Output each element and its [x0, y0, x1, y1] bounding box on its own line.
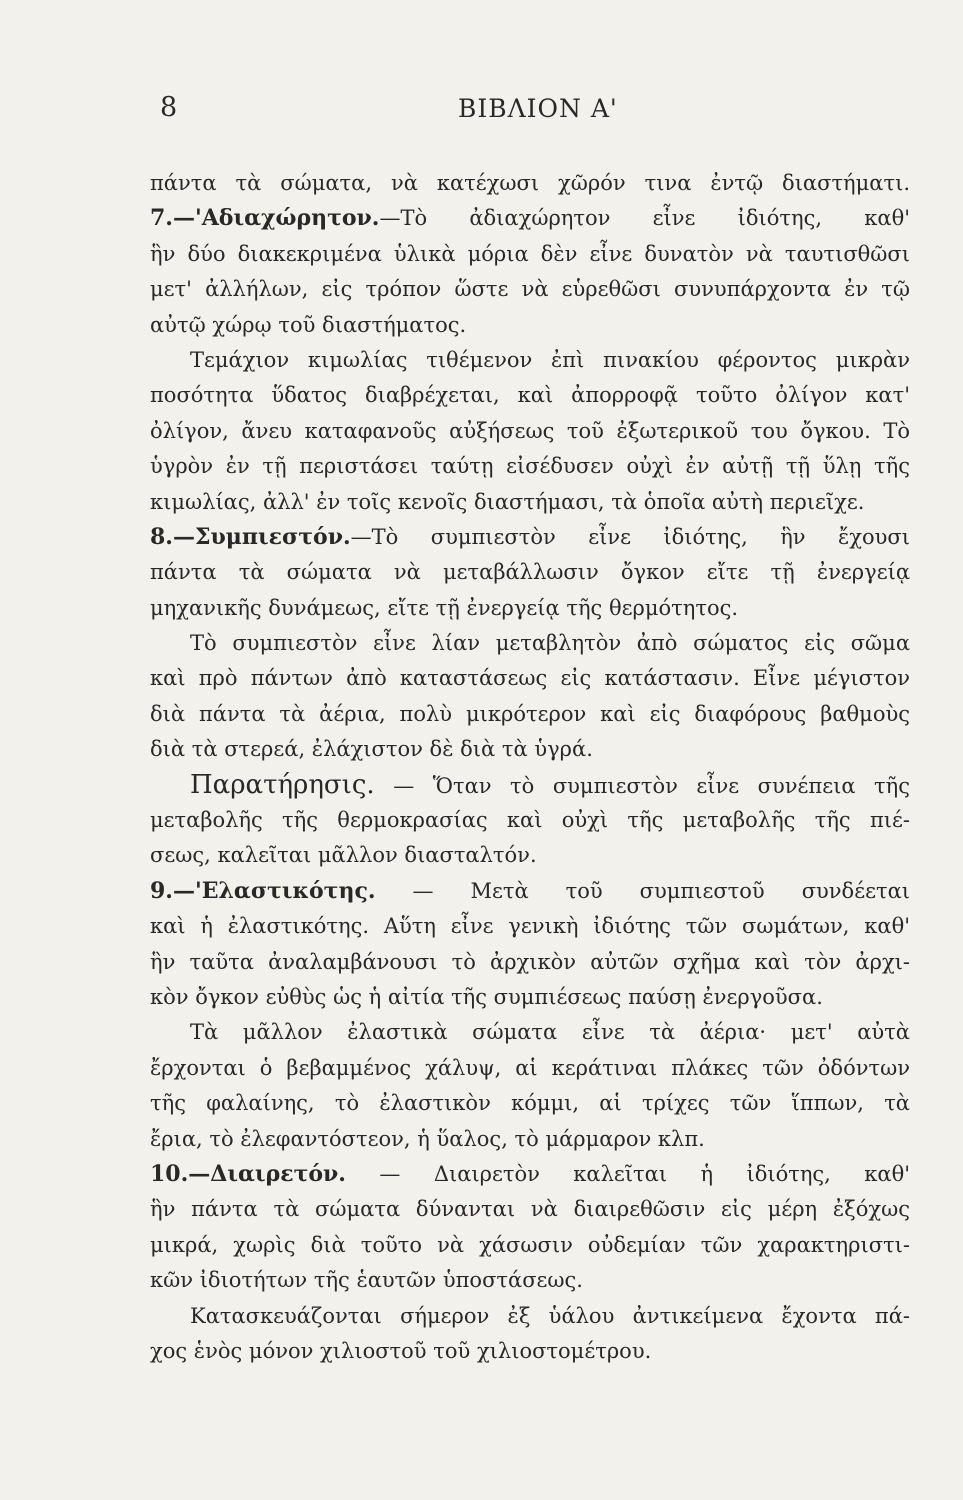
text-line [150, 378, 910, 413]
section-heading: 9.—'Ελαστικότης. [150, 877, 376, 904]
line-text: ἔρια, τὸ ἐλεφαντόστεον, ἡ ὕαλος, τὸ μάρμαρον κλπ. [150, 1126, 705, 1151]
page-header [0, 92, 963, 132]
line-text: πάντα τὰ σώματα, νὰ κατέχωσι χῶρόν τινα ἐντῷ διαστήματι. [150, 171, 910, 195]
text-line [150, 308, 910, 343]
text-line [150, 237, 910, 272]
line-text: Κατασκευάζονται σήμερον ἐξ ὑάλου ἀντικείμενα ἔχοντα πά- [190, 1303, 910, 1328]
line-text: ποσότητα ὕδατος διαβρέχεται, καὶ ἀπορροφᾷ τοῦτο ὀλίγον κατ' [150, 383, 910, 408]
text-line [150, 1122, 910, 1157]
line-text: — Διαιρετὸν καλεῖται ἡ ἰδιότης, καθ' [345, 1161, 910, 1186]
text-line [150, 626, 910, 661]
text-line [150, 1015, 910, 1050]
line-text: μικρά, χωρὶς διὰ τοῦτο νὰ χάσωσιν οὐδεμίαν τῶν χαρακτηριστι- [150, 1232, 910, 1257]
text-line [150, 1334, 910, 1369]
line-text: διὰ πάντα τὰ ἀέρια, πολὺ μικρότερον καὶ εἰς διαφόρους βαθμοὺς [150, 701, 910, 726]
line-text: μηχανικῆς δυνάμεως, εἴτε τῇ ἐνεργείᾳ τῆς θερμότητος. [150, 595, 739, 620]
line-text: τῆς φαλαίνης, τὸ ἐλαστικὸν κόμμι, αἱ τρίχες τῶν ἵππων, τὰ [150, 1091, 910, 1116]
line-text: καὶ πρὸ πάντων ἀπὸ καταστάσεως εἰς κατάστασιν. Εἶνε μέγιστον [150, 666, 910, 691]
line-text: καὶ ἡ ἐλαστικότης. Αὕτη εἶνε γενικὴ ἰδιότης τῶν σωμάτων, καθ' [150, 914, 910, 939]
text-line [150, 732, 910, 767]
text-line [150, 485, 910, 520]
text-line [150, 697, 910, 732]
page-number: 8 [160, 92, 178, 123]
text-line [150, 201, 910, 236]
line-text: αὐτῷ χώρῳ τοῦ διαστήματος. [150, 312, 467, 337]
text-line [150, 838, 910, 873]
text-line [150, 555, 910, 590]
text-line [150, 591, 910, 626]
text-line [150, 1086, 910, 1121]
line-text: σεως, καλεῖται μᾶλλον διασταλτόν. [150, 843, 537, 868]
line-text: πάντα τὰ σώματα νὰ μεταβάλλωσιν ὄγκον εἴτε τῇ ἐνεργείᾳ [150, 560, 910, 585]
text-line [150, 343, 910, 378]
text-line [150, 945, 910, 980]
text-line [150, 909, 910, 944]
line-text: διὰ τὰ στερεά, ἐλάχιστον δὲ διὰ τὰ ὑγρά. [150, 737, 593, 762]
line-text: — Ὅταν τὸ συμπιεστὸν εἶνε συνέπεια τῆς [374, 773, 910, 798]
text-line [150, 449, 910, 484]
text-line [150, 803, 910, 838]
text-line [150, 520, 910, 555]
line-text: χος ἑνὸς μόνον χιλιοστοῦ τοῦ χιλιοστομέτρου. [150, 1338, 652, 1363]
line-text: — Μετὰ τοῦ συμπιεστοῦ συνδέεται [375, 878, 910, 903]
text-line [150, 1228, 910, 1263]
text-line [150, 874, 910, 909]
line-text: ἣν ταῦτα ἀναλαμβάνουσι τὸ ἀρχικὸν αὐτῶν σχῆμα καὶ τὸν ἀρχι- [150, 949, 910, 974]
text-line [150, 980, 910, 1015]
section-heading: 10.—Διαιρετόν. [150, 1160, 346, 1187]
text-line [150, 414, 910, 449]
line-text: —Τὸ ἀδιαχώρητον εἶνε ἰδιότης, καθ' [379, 206, 910, 231]
line-text: μετ' ἀλλήλων, εἰς τρόπον ὥστε νὰ εὑρεθῶσι συνυπάρχοντα ἐν τῷ [150, 277, 910, 302]
line-text: Τὰ μᾶλλον ἐλαστικὰ σώματα εἶνε τὰ ἀέρια· μετ' αὐτὰ [190, 1020, 910, 1045]
section-heading: 8.—Συμπιεστόν. [150, 523, 351, 550]
line-text: —Τὸ συμπιεστὸν εἶνε ἰδιότης, ἣν ἔχουσι [350, 524, 910, 549]
text-line [150, 768, 910, 803]
text-line [150, 1192, 910, 1227]
line-text: ὑγρὸν ἐν τῇ περιστάσει ταύτῃ εἰσέδυσεν οὐχὶ ἐν αὐτῇ τῇ ὕλῃ τῆς [150, 454, 910, 479]
line-text: ἔρχονται ὁ βεβαμμένος χάλυψ, αἱ κεράτιναι πλάκες τῶν ὀδόντων [150, 1055, 910, 1080]
text-line [150, 166, 910, 201]
line-text: Τὸ συμπιεστὸν εἶνε λίαν μεταβλητὸν ἀπὸ σώματος εἰς σῶμα [190, 631, 910, 656]
line-text: μεταβολῆς τῆς θερμοκρασίας καὶ οὐχὶ τῆς μεταβολῆς τῆς πιέ- [150, 808, 910, 833]
text-line [150, 1299, 910, 1334]
running-title: ΒΙΒΛΙΟΝ Α' [458, 94, 618, 123]
line-text: κῶν ἰδιοτήτων τῆς ἑαυτῶν ὑποστάσεως. [150, 1268, 583, 1293]
text-line [150, 1263, 910, 1298]
line-text: ἣν πάντα τὰ σώματα δύνανται νὰ διαιρεθῶσιν εἰς μέρη ἐξόχως [150, 1197, 910, 1222]
text-line [150, 661, 910, 696]
text-line [150, 272, 910, 307]
line-text: κιμωλίας, ἀλλ' ἐν τοῖς κενοῖς διαστήμασι, τὰ ὁποῖα αὐτὴ περιεῖχε. [150, 489, 865, 514]
note-lead: Παρατήρησις. [190, 769, 375, 800]
line-text: ἣν δύο διακεκριμένα ὑλικὰ μόρια δὲν εἶνε δυνατὸν νὰ ταυτισθῶσι [150, 241, 910, 266]
line-text: κὸν ὄγκον εὐθὺς ὡς ἡ αἰτία τῆς συμπιέσεως παύσῃ ἐνεργοῦσα. [150, 984, 823, 1009]
text-line [150, 1051, 910, 1086]
page-body-text [150, 166, 910, 1369]
line-text: Τεμάχιον κιμωλίας τιθέμενον ἐπὶ πινακίου φέροντος μικρὰν [190, 347, 910, 372]
section-heading: 7.—'Αδιαχώρητον. [150, 205, 380, 232]
line-text: ὀλίγον, ἄνευ καταφανοῦς αὐξήσεως τοῦ ἐξωτερικοῦ του ὄγκου. Τὸ [150, 418, 910, 443]
text-line [150, 1157, 910, 1192]
